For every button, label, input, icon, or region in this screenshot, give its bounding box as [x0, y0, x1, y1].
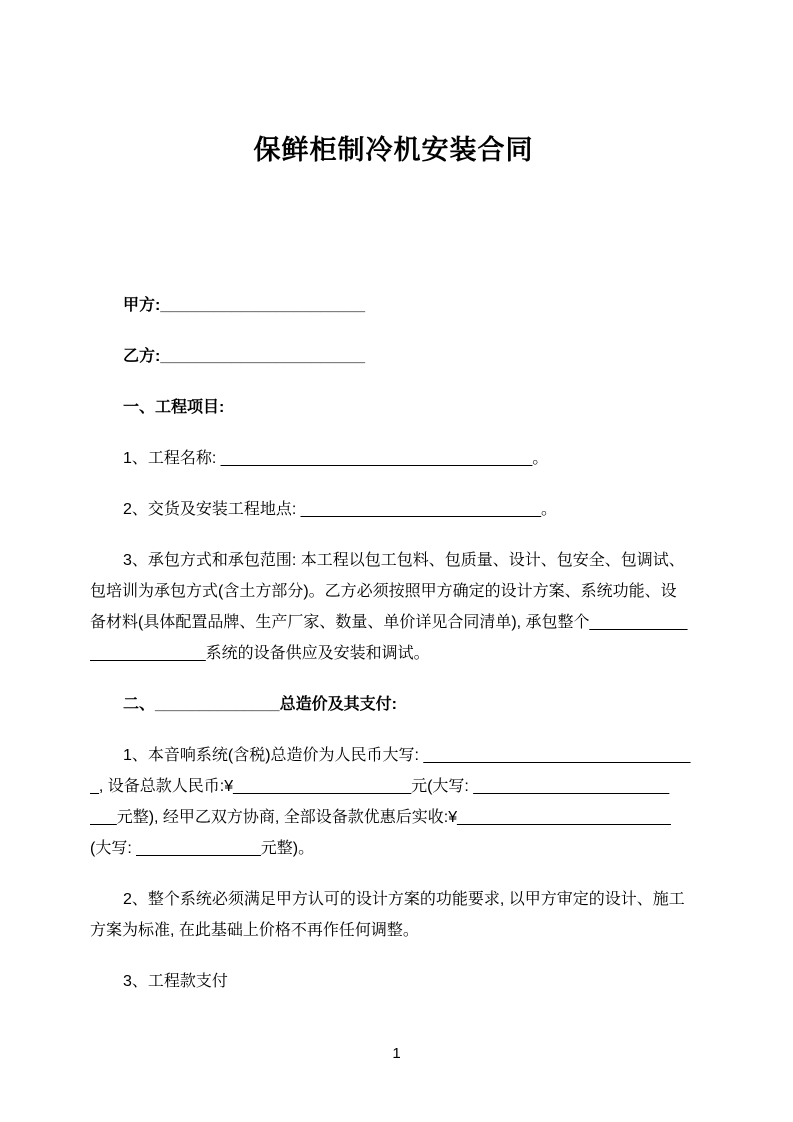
para-design-requirement-line-1: 2、整个系统必须满足甲方认可的设计方案的功能要求, 以甲方审定的设计、施工 [123, 891, 685, 908]
para-payment-total-line-3: ___元整), 经甲乙双方协商, 全部设备款优惠后实收:¥________________________ [90, 809, 671, 826]
document-title: 保鲜柜制冷机安装合同 [253, 135, 534, 165]
item-1-project-name: 1、工程名称: ___________________________________。 [123, 450, 549, 467]
para-payment-total-line-1: 1、本音响系统(含税)总造价为人民币大写: ______________________________ [123, 747, 691, 764]
para-design-requirement-line-2: 方案为标准, 在此基础上价格不再作任何调整。 [90, 922, 419, 939]
para-payment-total-line-2: _, 设备总款人民币:¥____________________元(大写: ______________________ [90, 778, 670, 795]
item-3-payment-heading: 3、工程款支付 [123, 973, 228, 990]
para-contract-scope-line-2: 包培训为承包方式(含土方部分)。乙方必须按照甲方确定的设计方案、系统功能、设 [90, 583, 677, 600]
section-1-heading: 一、工程项目: [123, 399, 225, 416]
para-payment-total-line-4: (大写: ______________元整)。 [90, 840, 315, 857]
page-number: 1 [392, 1045, 401, 1062]
para-contract-scope-line-4: _____________系统的设备供应及安装和调试。 [90, 645, 430, 662]
item-2-delivery-location: 2、交货及安装工程地点: ___________________________。 [123, 501, 558, 518]
para-contract-scope-line-3: 备材料(具体配置品牌、生产厂家、数量、单价详见合同清单), 承包整个___________ [90, 614, 688, 631]
party-b-line: 乙方:_______________________ [123, 348, 365, 365]
para-contract-scope-line-1: 3、承包方式和承包范围: 本工程以包工包料、包质量、设计、包安全、包调试、 [123, 552, 685, 569]
section-2-heading: 二、______________总造价及其支付: [123, 696, 397, 713]
party-a-line: 甲方:_______________________ [123, 297, 365, 314]
